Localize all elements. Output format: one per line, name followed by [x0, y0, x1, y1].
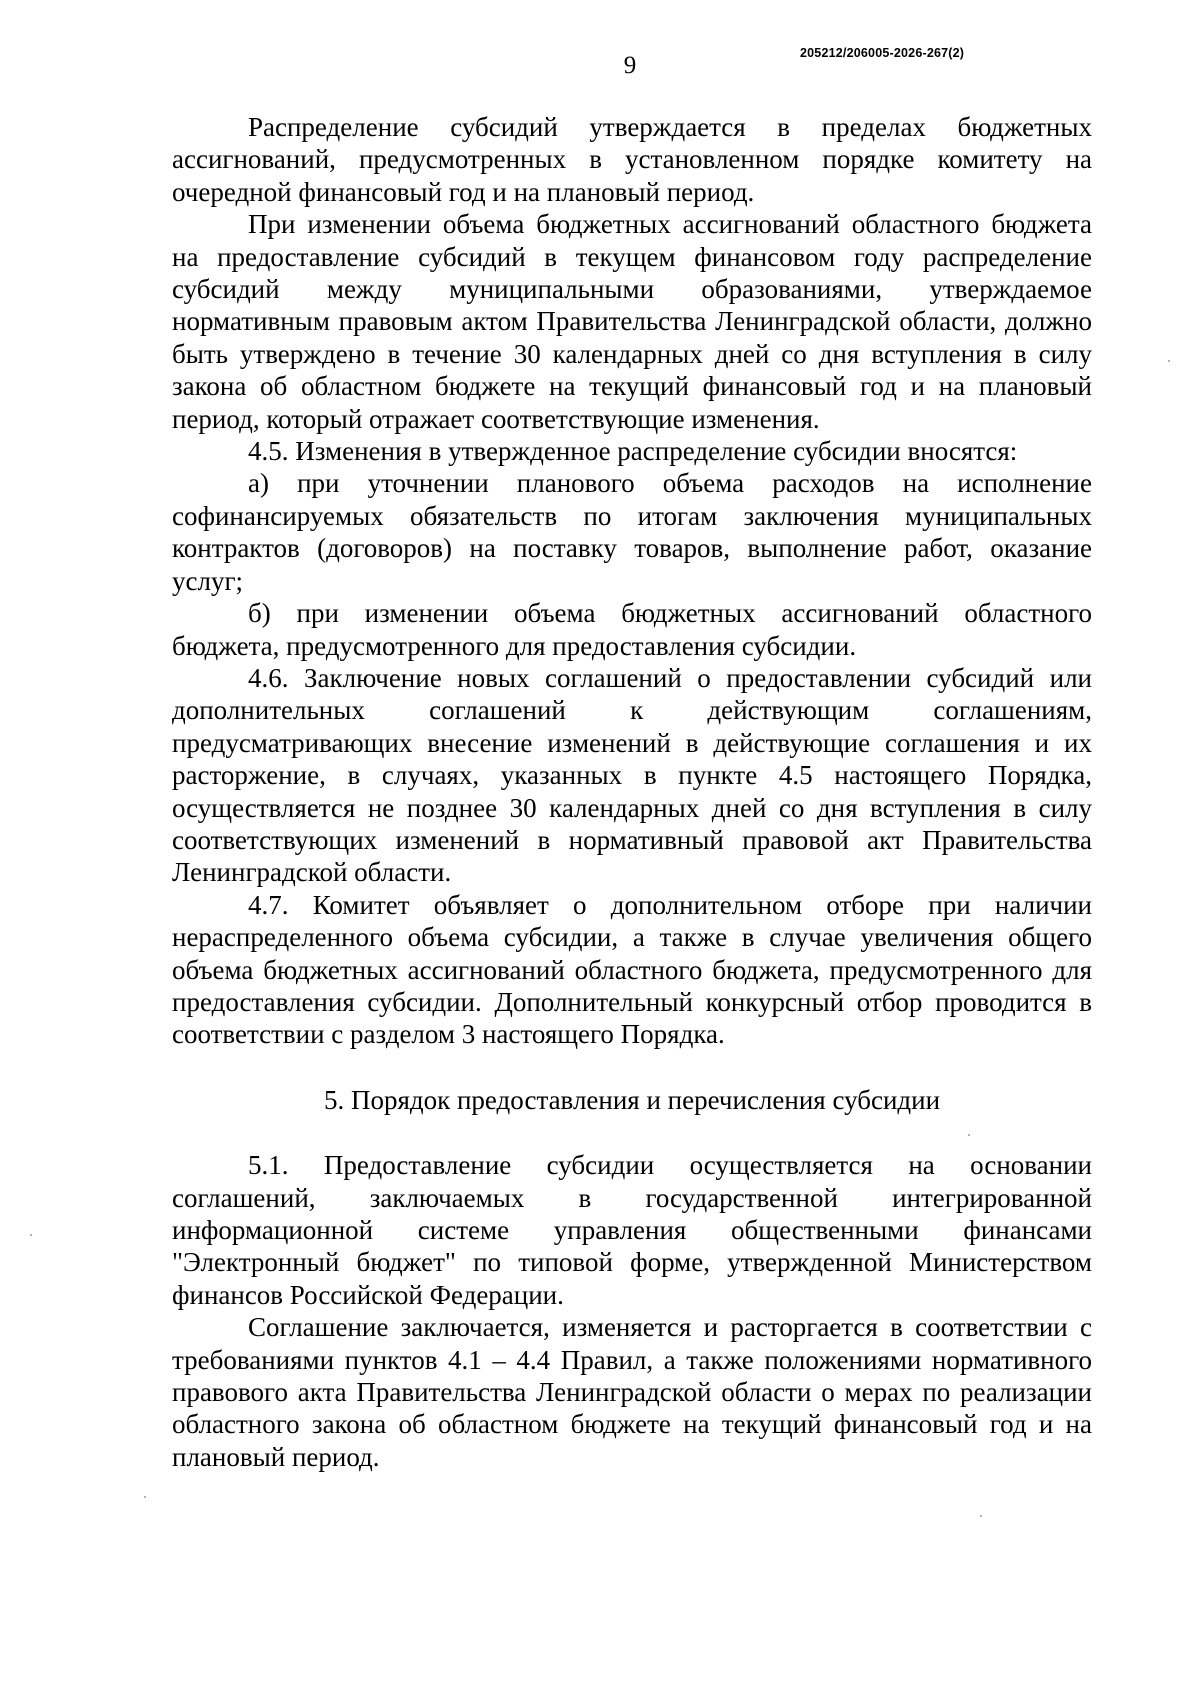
document-body	[172, 111, 1092, 1473]
document-code: 205212/206005-2026-267(2)	[800, 46, 965, 60]
paragraph: 4.7. Комитет объявляет о дополнительном отборе при наличии нераспределенного объема субсидии, а также в случае увеличения общего объема бюджетных ассигнований областного бюджета, предусмотренного для предоставления субсидии. Дополнительный конкурсный отбор проводится в соответствии с разделом 3 настоящего Порядка.	[172, 889, 1092, 1050]
page-number: 9	[623, 52, 637, 79]
scan-speck	[968, 1134, 970, 1136]
paragraph: б) при изменении объема бюджетных ассигнований областного бюджета, предусмотренного для предоставления субсидии.	[172, 598, 1092, 661]
paragraph: Распределение субсидий утверждается в пределах бюджетных ассигнований, предусмотренных в установленном порядке комитету на очередной финансовый год и на плановый период.	[172, 112, 1092, 207]
paragraph: а) при уточнении планового объема расходов на исполнение софинансируемых обязательств по итогам заключения муниципальных контрактов (договоров) на поставку товаров, выполнение работ, оказание услуг;	[172, 468, 1092, 596]
scan-speck	[30, 1234, 32, 1236]
section-heading: 5. Порядок предоставления и перечисления субсидии	[323, 1084, 941, 1115]
paragraph: 4.5. Изменения в утвержденное распределение субсидии вносятся:	[248, 436, 1018, 467]
scan-speck	[980, 1515, 982, 1517]
scan-speck	[1168, 360, 1170, 362]
paragraph: 4.6. Заключение новых соглашений о предоставлении субсидий или дополнительных соглашений к действующим соглашениям, предусматривающих внесение изменений в действующие соглашения и их расторжение, в случаях, указанных в пункте 4.5 настоящего Порядка, осуществляется не позднее 30 календарных дней со дня вступления в силу соответствующих изменений в нормативный правовой акт Правительства Ленинградской области.	[172, 662, 1092, 888]
paragraph: При изменении объема бюджетных ассигнований областного бюджета на предоставление субсидий в текущем финансовом году распределение субсидий между муниципальными образованиями, утверждаемое нормативным правовым актом Правительства Ленинградской области, должно быть утверждено в течение 30 календарных дней со дня вступления в силу закона об областном бюджете на текущий финансовый год и на плановый период, который отражает соответствующие изменения.	[172, 209, 1092, 434]
paragraph: 5.1. Предоставление субсидии осуществляется на основании соглашений, заключаемых в государственной интегрированной информационной системе управления общественными финансами "Электронный бюджет" по типовой форме, утвержденной Министерством финансов Российской Федерации.	[172, 1150, 1092, 1310]
paragraph: Соглашение заключается, изменяется и расторгается в соответствии с требованиями пунктов 4.1 – 4.4 Правил, а также положениями нормативного правового акта Правительства Ленинградской области о мерах по реализации областного закона об областном бюджете на текущий финансовый год и на плановый период.	[172, 1312, 1092, 1472]
scan-speck	[144, 1496, 146, 1498]
